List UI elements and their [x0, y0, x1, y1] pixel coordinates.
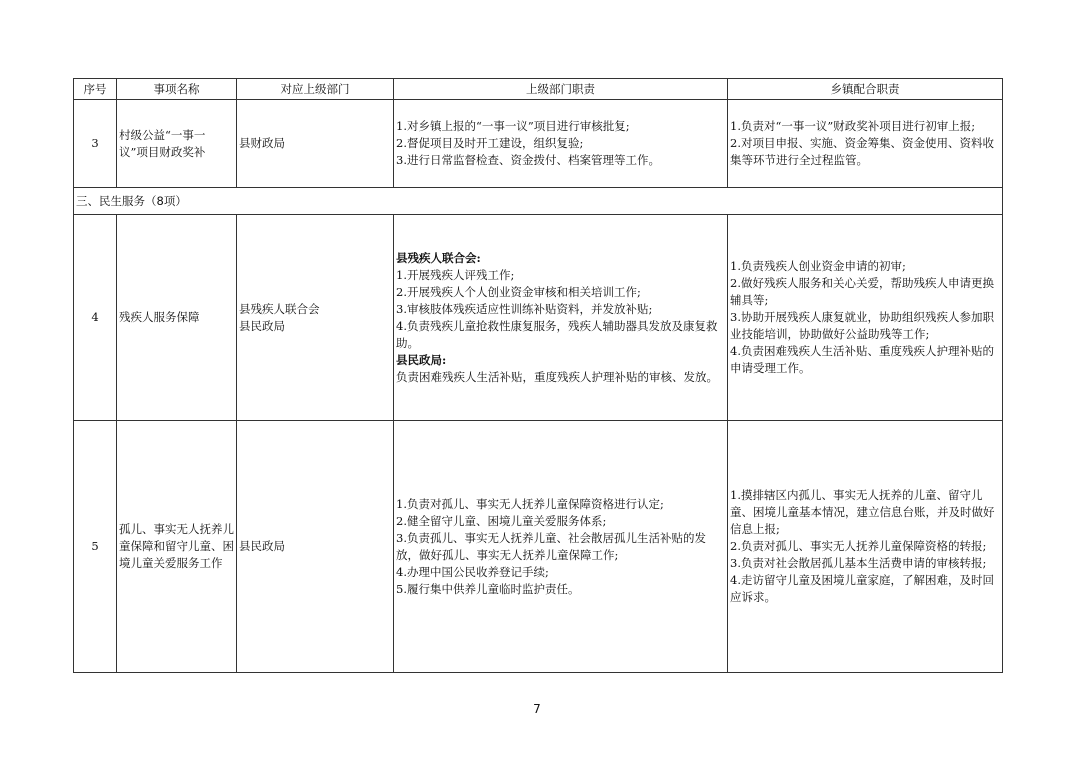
row-dept: 县残疾人联合会 县民政局 [237, 215, 394, 421]
duty-line: 5.履行集中供养儿童临时监护责任。 [396, 581, 580, 596]
row-seq: 3 [74, 100, 117, 188]
duty-line: 2.督促项目及时开工建设，组织复验; [396, 136, 584, 150]
row-item-name: 残疾人服务保障 [117, 215, 237, 421]
duty-line: 1.负责对孤儿、事实无人抚养儿童保障资格进行认定; [396, 496, 664, 511]
duty-line: 1.负责残疾人创业资金申请的初审; [730, 259, 906, 273]
table-row [74, 421, 1003, 673]
row-superior-duty [394, 215, 728, 421]
org-title: 县民政局: [396, 352, 447, 367]
duty-line: 4.走访留守儿童及困境儿童家庭，了解困难，及时回应诉求。 [730, 573, 994, 604]
duty-line: 1.负责对“一事一议”财政奖补项目进行初审上报; [730, 119, 976, 133]
header-township-duty: 乡镇配合职责 [728, 79, 1003, 100]
header-item-name: 事项名称 [117, 79, 237, 100]
duty-line: 3.审核肢体残疾适应性训练补贴资料，并发放补贴; [396, 301, 653, 316]
table-row [74, 100, 1003, 188]
row-dept: 县民政局 [237, 421, 394, 673]
duty-line: 2.健全留守儿童、困境儿童关爱服务体系; [396, 513, 607, 528]
org-title: 县残疾人联合会: [396, 250, 481, 265]
duty-line: 3.负责孤儿、事实无人抚养儿童、社会散居孤儿生活补贴的发放，做好孤儿、事实无人抚养儿童保障工作; [396, 530, 706, 562]
row-superior-duty [394, 421, 728, 673]
row-township-duty [728, 215, 1003, 421]
duty-line: 2.开展残疾人个人创业资金审核和相关培训工作; [396, 284, 641, 299]
table-row [74, 215, 1003, 421]
duty-line: 2.负责对孤儿、事实无人抚养儿童保障资格的转报; [730, 539, 987, 553]
header-seq: 序号 [74, 79, 117, 100]
duty-line: 4.负责残疾儿童抢救性康复服务，残疾人辅助器具发放及康复救助。 [396, 318, 718, 350]
duty-line: 4.办理中国公民收养登记手续; [396, 564, 549, 579]
duty-line: 1.开展残疾人评残工作; [396, 267, 515, 282]
row-dept: 县财政局 [237, 100, 394, 188]
duty-line: 2.对项目申报、实施、资金筹集、资金使用、资料收集等环节进行全过程监管。 [730, 136, 994, 167]
duty-line: 1.对乡镇上报的“一事一议”项目进行审核批复; [396, 119, 630, 133]
row-township-duty [728, 421, 1003, 673]
table-header-row [74, 79, 1003, 100]
section-title: 三、民生服务（8项） [74, 188, 1003, 215]
duty-line: 负责困难残疾人生活补贴，重度残疾人护理补贴的审核、发放。 [396, 369, 718, 384]
duty-line: 4.负责困难残疾人生活补贴、重度残疾人护理补贴的申请受理工作。 [730, 344, 994, 375]
duty-line: 2.做好残疾人服务和关心关爱，帮助残疾人申请更换辅具等; [730, 276, 994, 307]
row-superior-duty [394, 100, 728, 188]
row-seq: 5 [74, 421, 117, 673]
duty-line: 3.负责对社会散居孤儿基本生活费申请的审核转报; [730, 556, 987, 570]
header-dept: 对应上级部门 [237, 79, 394, 100]
header-superior-duty: 上级部门职责 [394, 79, 728, 100]
row-seq: 4 [74, 215, 117, 421]
row-township-duty [728, 100, 1003, 188]
duty-line: 3.进行日常监督检查、资金拨付、档案管理等工作。 [396, 153, 660, 167]
duty-line: 3.协助开展残疾人康复就业，协助组织残疾人参加职业技能培训，协助做好公益助残等工作; [730, 310, 994, 341]
duty-table [73, 78, 1003, 673]
row-item-name: 孤儿、事实无人抚养儿童保障和留守儿童、困境儿童关爱服务工作 [117, 421, 237, 673]
section-row [74, 188, 1003, 215]
page-number: 7 [533, 702, 541, 716]
duty-line: 1.摸排辖区内孤儿、事实无人抚养的儿童、留守儿童、困境儿童基本情况，建立信息台账，并及时做好信息上报; [730, 488, 995, 536]
row-item-name: 村级公益“一事一议”项目财政奖补 [117, 100, 237, 188]
